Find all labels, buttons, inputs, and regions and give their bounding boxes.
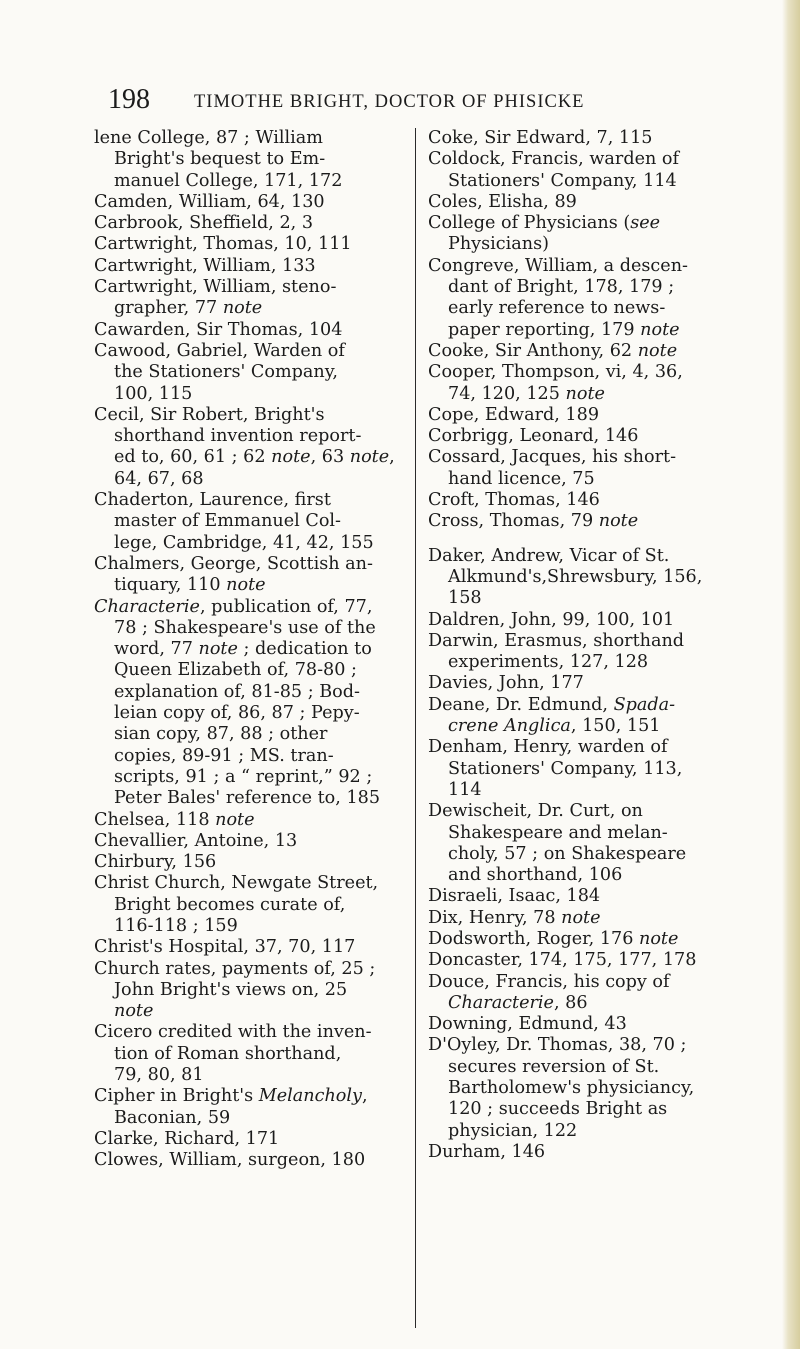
index-entry-line: dant of Bright, 178, 179 ;: [448, 277, 675, 298]
index-entry: [428, 695, 748, 738]
index-entry-line: Daldren, John, 99, 100, 101: [428, 609, 675, 630]
index-entry-line: Queen Elizabeth of, 78-80 ;: [114, 660, 357, 681]
index-entry-line: note: [114, 1001, 154, 1022]
index-entry-line: Cartwright, William, 133: [94, 255, 316, 276]
index-entry: [428, 950, 748, 971]
index-entry-line: leian copy of, 86, 87 ; Pepy-: [114, 703, 360, 724]
index-entry-line: Darwin, Erasmus, shorthand: [428, 630, 685, 651]
index-entry-line: master of Emmanuel Col-: [114, 511, 342, 532]
index-entry: [428, 426, 748, 447]
index-entry-line: Cossard, Jacques, his short-: [428, 447, 677, 468]
index-entry-line: John Bright's views on, 25: [114, 979, 348, 1000]
column-rule: [415, 128, 416, 1328]
index-entry: [94, 490, 414, 554]
index-entry-line: Dodsworth, Roger, 176 note: [428, 928, 679, 949]
index-entry: [428, 447, 748, 490]
index-entry: [94, 831, 414, 852]
index-column-right: [428, 128, 748, 1328]
index-entry: [428, 631, 748, 674]
index-entry-line: the Stationers' Company,: [114, 362, 338, 383]
index-entry-line: choly, 57 ; on Shakespeare: [448, 843, 687, 864]
index-entry-line: D'Oyley, Dr. Thomas, 38, 70 ;: [428, 1035, 687, 1056]
index-entry: [94, 1022, 414, 1086]
index-entry-line: crene Anglica, 150, 151: [448, 716, 661, 737]
index-entry: [428, 908, 748, 929]
index-entry: [94, 341, 414, 405]
index-entry: [428, 546, 748, 610]
index-entry-line: Chalmers, George, Scottish an-: [94, 553, 373, 574]
index-entry-line: grapher, 77 note: [114, 298, 263, 319]
index-entry-line: Chelsea, 118 note: [94, 809, 255, 830]
index-entry-line: 74, 120, 125 note: [448, 383, 605, 404]
index-entry: [94, 256, 414, 277]
index-entry-line: sian copy, 87, 88 ; other: [114, 724, 328, 745]
index-entry-line: Coles, Elisha, 89: [428, 191, 577, 212]
index-entry-line: Alkmund's,Shrewsbury, 156,: [448, 566, 703, 587]
index-entry-line: Daker, Andrew, Vicar of St.: [428, 545, 670, 566]
index-entry: [428, 362, 748, 405]
index-entry-line: Doncaster, 174, 175, 177, 178: [428, 950, 697, 971]
index-entry: [428, 490, 748, 511]
index-entry-line: Cope, Edward, 189: [428, 404, 600, 425]
index-entry: [428, 405, 748, 426]
index-entry-line: Bartholomew's physiciancy,: [448, 1078, 695, 1099]
index-entry-line: Stationers' Company, 114: [448, 170, 677, 191]
index-entry-line: hand licence, 75: [448, 468, 595, 489]
index-column-left: [94, 128, 414, 1328]
index-entry-line: Carbrook, Sheffield, 2, 3: [94, 213, 314, 234]
index-entry: [428, 610, 748, 631]
index-entry-line: experiments, 127, 128: [448, 652, 649, 673]
index-entry: [428, 972, 748, 1015]
index-entry-line: tiquary, 110 note: [114, 575, 266, 596]
index-entry-line: Clarke, Richard, 171: [94, 1128, 280, 1149]
index-entry-line: 114: [448, 779, 482, 800]
index-entry-line: Denham, Henry, warden of: [428, 737, 668, 758]
index-entry: [428, 213, 748, 256]
index-entry-line: College of Physicians (see: [428, 213, 661, 234]
index-entry-line: physician, 122: [448, 1120, 578, 1141]
index-entry-line: Davies, John, 177: [428, 673, 584, 694]
index-entry-line: Stationers' Company, 113,: [448, 758, 683, 779]
index-entry-line: 78 ; Shakespeare's use of the: [114, 617, 376, 638]
index-entry: [94, 937, 414, 958]
index-entry-line: Cicero credited with the inven-: [94, 1022, 372, 1043]
index-entry-line: Coke, Sir Edward, 7, 115: [428, 128, 653, 148]
index-entry: [428, 673, 748, 694]
index-entry-line: Cooke, Sir Anthony, 62 note: [428, 340, 678, 361]
index-entry-line: paper reporting, 179 note: [448, 319, 680, 340]
index-entry: [94, 959, 414, 1023]
index-entry: [94, 1129, 414, 1150]
index-entry-line: 158: [448, 588, 482, 609]
index-entry-line: Coldock, Francis, warden of: [428, 149, 680, 170]
index-entry-line: Christ Church, Newgate Street,: [94, 873, 379, 894]
index-entry: [428, 886, 748, 907]
index-entry: [428, 929, 748, 950]
index-entry: [428, 128, 748, 149]
index-entry: [94, 405, 414, 490]
index-entry: [94, 597, 414, 810]
index-entry-line: Durham, 146: [428, 1141, 546, 1162]
index-entry: [94, 852, 414, 873]
index-entry: [428, 801, 748, 886]
index-entry: [428, 1142, 748, 1163]
index-entry-line: Douce, Francis, his copy of: [428, 971, 670, 992]
index-entry-line: Chirbury, 156: [94, 852, 217, 873]
index-entry: [428, 341, 748, 362]
index-entry-line: Downing, Edmund, 43: [428, 1014, 627, 1035]
index-entry-line: Camden, William, 64, 130: [94, 191, 325, 212]
index-entry: [428, 192, 748, 213]
page-edge: [782, 0, 800, 1349]
index-entry-line: Disraeli, Isaac, 184: [428, 886, 601, 907]
index-entry-line: 64, 67, 68: [114, 468, 204, 489]
index-entry: [94, 192, 414, 213]
index-entry-line: 100, 115: [114, 383, 193, 404]
index-entry-line: Dix, Henry, 78 note: [428, 907, 601, 928]
index-entry-line: Chevallier, Antoine, 13: [94, 830, 298, 851]
index-entry-line: Cipher in Bright's Melancholy,: [94, 1086, 368, 1107]
index-entry-line: manuel College, 171, 172: [114, 170, 343, 191]
index-entry-line: Congreve, William, a descen-: [428, 255, 688, 276]
index-entry: [94, 810, 414, 831]
index-entry-line: Bright's bequest to Em-: [114, 149, 326, 170]
index-entry-line: Cecil, Sir Robert, Bright's: [94, 404, 325, 425]
index-entry-line: Characterie, publication of, 77,: [94, 596, 373, 617]
index-entry-line: lene College, 87 ; William: [94, 128, 323, 148]
index-entry: [94, 320, 414, 341]
index-entry: [94, 277, 414, 320]
index-entry-line: ed to, 60, 61 ; 62 note, 63 note,: [114, 447, 395, 468]
index-entry: [94, 234, 414, 255]
index-entry: [94, 1150, 414, 1171]
index-entry-line: Peter Bales' reference to, 185: [114, 788, 381, 809]
index-entry-line: Characterie, 86: [448, 992, 588, 1013]
index-entry-line: Cooper, Thompson, vi, 4, 36,: [428, 362, 683, 383]
index-entry: [94, 873, 414, 937]
index-entry-line: Corbrigg, Leonard, 146: [428, 426, 639, 447]
index-entry-line: Cartwright, Thomas, 10, 111: [94, 234, 352, 255]
index-entry: [94, 554, 414, 597]
index-entry-line: shorthand invention report-: [114, 426, 362, 447]
index-entry-line: 79, 80, 81: [114, 1065, 204, 1086]
index-entry-line: Baconian, 59: [114, 1107, 231, 1128]
running-header: [108, 82, 748, 122]
index-entry: [94, 213, 414, 234]
index-entry-line: Christ's Hospital, 37, 70, 117: [94, 937, 356, 958]
running-title: TIMOTHE BRIGHT, DOCTOR OF PHISICKE: [194, 92, 585, 112]
index-entry: [94, 128, 414, 192]
index-entry: [94, 1086, 414, 1129]
index-entry-line: 120 ; succeeds Bright as: [448, 1099, 668, 1120]
index-entry: [428, 1035, 748, 1141]
index-entry-line: Church rates, payments of, 25 ;: [94, 958, 376, 979]
index-entry-line: 116-118 ; 159: [114, 915, 238, 936]
index-entry-line: Chaderton, Laurence, first: [94, 490, 331, 511]
index-entry: [428, 1014, 748, 1035]
index-entry-line: Clowes, William, surgeon, 180: [94, 1150, 366, 1171]
index-entry-line: Deane, Dr. Edmund, Spada-: [428, 694, 676, 715]
index-entry-line: Physicians): [448, 234, 549, 255]
index-entry-line: Dewischeit, Dr. Curt, on: [428, 801, 643, 822]
index-entry-line: copies, 89-91 ; MS. tran-: [114, 745, 334, 766]
index-entry: [428, 737, 748, 801]
index-entry-line: lege, Cambridge, 41, 42, 155: [114, 532, 374, 553]
index-entry-line: and shorthand, 106: [448, 865, 623, 886]
index-entry-line: Bright becomes curate of,: [114, 894, 346, 915]
page-number: 198: [108, 84, 150, 115]
index-entry: [428, 256, 748, 341]
index-entry-line: Cross, Thomas, 79 note: [428, 511, 639, 532]
index-entry-line: Croft, Thomas, 146: [428, 490, 600, 511]
index-entry-line: Shakespeare and melan-: [448, 822, 668, 843]
index-entry-line: Cartwright, William, steno-: [94, 277, 337, 298]
index-entry-line: explanation of, 81-85 ; Bod-: [114, 681, 360, 702]
index-entry-line: Cawood, Gabriel, Warden of: [94, 340, 345, 361]
index-entry-line: scripts, 91 ; a “ reprint,” 92 ;: [114, 766, 373, 787]
index-entry: [428, 149, 748, 192]
index-entry-line: early reference to news-: [448, 298, 666, 319]
index-entry-line: Cawarden, Sir Thomas, 104: [94, 319, 343, 340]
index-entry-line: secures reversion of St.: [448, 1056, 660, 1077]
index-entry: [428, 511, 748, 532]
index-entry-line: tion of Roman shorthand,: [114, 1043, 342, 1064]
index-entry-line: word, 77 note ; dedication to: [114, 639, 372, 660]
